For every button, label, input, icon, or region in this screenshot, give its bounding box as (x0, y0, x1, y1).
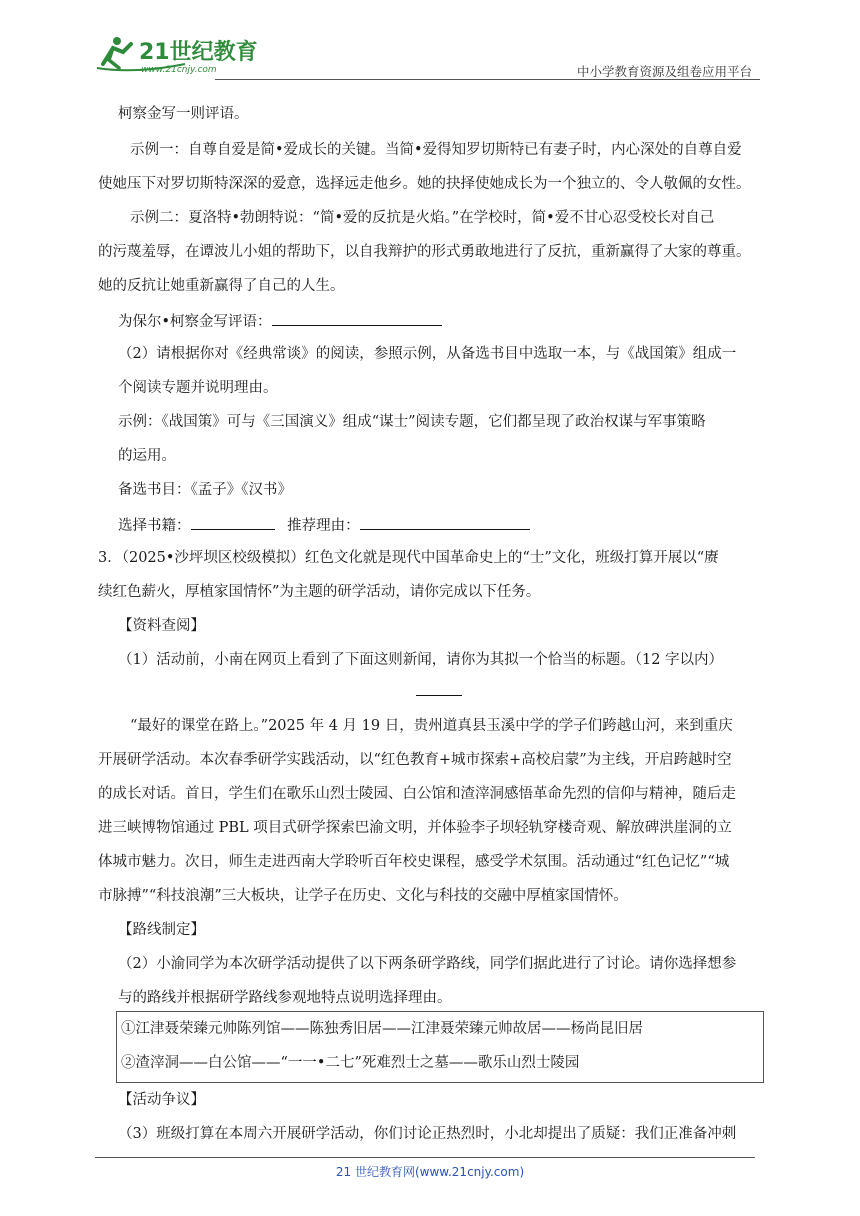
platform-name: 中小学教育资源及组卷应用平台 (576, 64, 752, 79)
section-heading: 【资料查阅】 (118, 618, 205, 634)
book-selection-line: 选择书籍： 推荐理由： (118, 514, 530, 536)
text-line: 的运用。 (118, 448, 176, 464)
route-1: ①江津聂荣臻元帅陈列馆——陈独秀旧居——江津聂荣臻元帅故居——杨尚昆旧居 (121, 1021, 643, 1037)
text-line: 的污蔑羞辱，在谭波儿小姐的帮助下，以自我辩护的形式勇敢地进行了反抗，重新赢得了大家的尊重。 (98, 244, 751, 260)
header-divider (215, 79, 760, 80)
logo-url: www.21cnjy.com (141, 65, 217, 74)
text-line: 体城市魅力。次日，师生走进西南大学聆听百年校史课程，感受学术氛围。活动通过“红色记忆”“城 (98, 854, 730, 870)
text-line: 开展研学活动。本次春季研学实践活动，以“红色教育+城市探索+高校启蒙”为主线，开启跨越时空 (98, 752, 732, 768)
section-heading: 【路线制定】 (118, 922, 205, 938)
text-line: 示例：《战国策》可与《三国演义》组成“谋士”阅读专题，它们都呈现了政治权谋与军事策略 (118, 414, 706, 430)
footer-link[interactable]: 21 世纪教育网(www.21cnjy.com) (335, 1165, 525, 1179)
section-heading: 【活动争议】 (118, 1092, 205, 1108)
text-line: （3）班级打算在本周六开展研学活动，你们讨论正热烈时，小北却提出了质疑：我们正准备冲刺 (118, 1126, 737, 1142)
text-line: （1）活动前，小南在网页上看到了下面这则新闻，请你为其拟一个恰当的标题。（12 字以内） (118, 652, 724, 668)
text-line: 进三峡博物馆通过 PBL 项目式研学探索巴渝文明，并体验李子坝轻轨穿楼奇观、解放碑洪崖洞的立 (98, 820, 732, 836)
text-line: （2）请根据你对《经典常谈》的阅读，参照示例，从备选书目中选取一本，与《战国策》组成一 (118, 346, 737, 362)
book-blank[interactable] (191, 514, 275, 530)
text-line: （2）小渝同学为本次研学活动提供了以下两条研学路线，同学们据此进行了讨论。请你选择想参 (118, 956, 737, 972)
text-line: 的成长对话。首日，学生们在歌乐山烈士陵园、白公馆和渣滓洞感悟革命先烈的信仰与精神，随后走 (98, 786, 736, 802)
route-2: ②渣滓洞——白公馆——“一一•二七”死难烈士之墓——歌乐山烈士陵园 (121, 1055, 580, 1071)
logo-text: 21世纪教育 (139, 40, 258, 65)
answer-blank[interactable] (272, 310, 442, 326)
title-blank[interactable] (416, 681, 462, 696)
text-line: 备选书目：《孟子》《汉书》 (118, 482, 292, 498)
text-line: 使她压下对罗切斯特深深的爱意，选择远走他乡。她的抉择使她成长为一个独立的、令人敬佩的女性。 (98, 176, 751, 192)
site-logo (95, 34, 265, 74)
text-line: “最好的课堂在路上。”2025 年 4 月 19 日，贵州道真县玉溪中学的学子们跨越山河，来到重庆 (130, 718, 733, 734)
text-line: 市脉搏”“科技浪潮”三大板块，让学子在历史、文化与科技的交融中厚植家国情怀。 (98, 888, 628, 904)
text-line: 示例一：自尊自爱是简•爱成长的关键。当简•爱得知罗切斯特已有妻子时，内心深处的自尊自爱 (130, 142, 742, 158)
comment-prompt: 为保尔•柯察金写评语： (118, 310, 442, 332)
footer-divider (95, 1157, 755, 1158)
text-line: 她的反抗让她重新赢得了自己的人生。 (98, 278, 345, 294)
reason-blank[interactable] (360, 514, 530, 530)
text-line: 续红色薪火，厚植家国情怀”为主题的研学活动，请你完成以下任务。 (98, 584, 541, 600)
question-3-title: 3．（2025•沙坪坝区校级模拟）红色文化就是现代中国革命史上的“士”文化，班级打算开展以“赓 (98, 550, 719, 566)
text-line: 个阅读专题并说明理由。 (118, 380, 278, 396)
text-line: 柯察金写一则评语。 (118, 106, 249, 122)
page-header (95, 28, 760, 80)
route-box (116, 1011, 764, 1083)
text-line: 与的路线并根据研学路线参观地特点说明选择理由。 (118, 990, 452, 1006)
text-line: 示例二：夏洛特•勃朗特说：“简•爱的反抗是火焰。”在学校时，简•爱不甘心忍受校长对自己 (130, 210, 715, 226)
